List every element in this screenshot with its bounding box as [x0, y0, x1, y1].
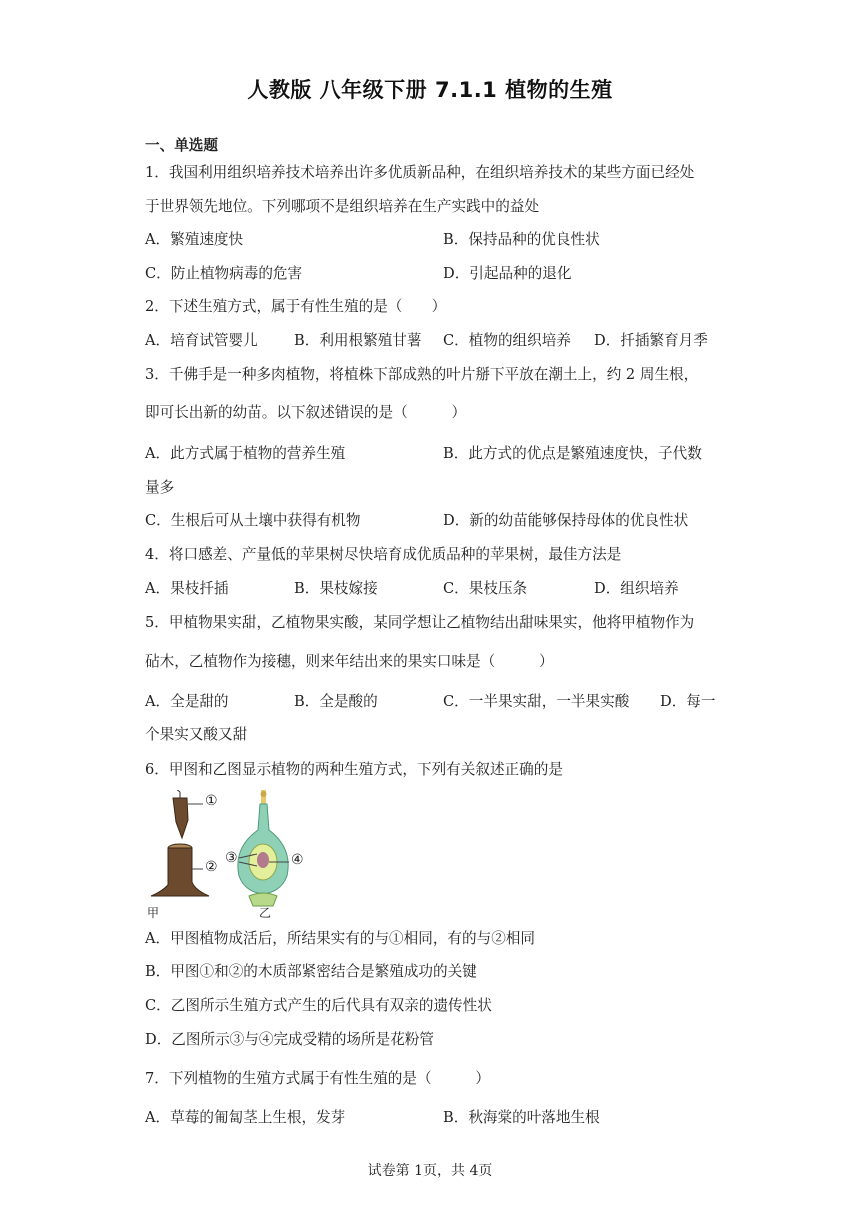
- q1-option-d: D．引起品种的退化: [443, 265, 572, 282]
- q3-option-b-continued: 量多: [145, 479, 175, 496]
- q3-stem-line2: 即可长出新的幼苗。以下叙述错误的是（ ）: [145, 404, 467, 421]
- q4-option-d: D．组织培养: [594, 580, 679, 597]
- q6-option-d: D．乙图所示③与④完成受精的场所是花粉管: [145, 1031, 434, 1048]
- q5-option-a: A．全是甜的: [145, 693, 229, 710]
- q5-option-d: D．每一: [660, 693, 716, 710]
- q5-option-b: B．全是酸的: [294, 693, 378, 710]
- q6-stem: 6．甲图和乙图显示植物的两种生殖方式，下列有关叙述正确的是: [145, 761, 563, 778]
- q2-stem: 2．下述生殖方式，属于有性生殖的是（ ）: [145, 298, 447, 315]
- q3-option-d: D．新的幼苗能够保持母体的优良性状: [443, 512, 689, 529]
- q2-option-b: B．利用根繁殖甘薯: [294, 332, 422, 349]
- scion-drawing: [173, 790, 203, 838]
- q4-stem: 4．将口感差、产量低的苹果树尽快培育成优质品种的苹果树，最佳方法是: [145, 546, 622, 563]
- q3-option-c: C．生根后可从土壤中获得有机物: [145, 512, 361, 529]
- page-title: 人教版 八年级下册 7.1.1 植物的生殖: [247, 78, 613, 102]
- pistil-drawing: [238, 790, 289, 906]
- q5-stem-line2: 砧木，乙植物作为接穗，则来年结出来的果实口味是（ ）: [145, 653, 554, 670]
- q5-stem-line1: 5．甲植物果实甜，乙植物果实酸，某同学想让乙植物结出甜味果实，他将甲植物作为: [145, 614, 695, 631]
- q6-option-a: A．甲图植物成活后，所结果实有的与①相同，有的与②相同: [145, 930, 535, 947]
- section-heading: 一、单选题: [145, 137, 218, 154]
- q6-figure: [143, 790, 323, 920]
- q4-option-a: A．果枝扦插: [145, 580, 229, 597]
- q3-option-a: A．此方式属于植物的营养生殖: [145, 445, 346, 462]
- q1-stem-line2: 于世界领先地位。下列哪项不是组织培养在生产实践中的益处: [145, 198, 540, 215]
- q7-option-b: B．秋海棠的叶落地生根: [443, 1109, 600, 1126]
- q3-stem-line1: 3．千佛手是一种多肉植物，将植株下部成熟的叶片掰下平放在潮土上，约 2 周生根，: [145, 366, 699, 383]
- q1-option-b: B．保持品种的优良性状: [443, 231, 600, 248]
- q7-option-a: A．草莓的匍匐茎上生根，发芽: [145, 1109, 346, 1126]
- figure-label-2: ②: [205, 859, 218, 875]
- q7-stem: 7．下列植物的生殖方式属于有性生殖的是（ ）: [145, 1070, 490, 1087]
- q4-option-b: B．果枝嫁接: [294, 580, 378, 597]
- q5-option-d-continued: 个果实又酸又甜: [145, 726, 248, 743]
- q3-option-b: B．此方式的优点是繁殖速度快，子代数: [443, 445, 702, 462]
- q2-option-c: C．植物的组织培养: [443, 332, 571, 349]
- figure-label-1: ①: [205, 793, 218, 809]
- q6-option-b: B．甲图①和②的木质部紧密结合是繁殖成功的关键: [145, 963, 477, 980]
- q1-stem-line1: 1．我国利用组织培养技术培养出许多优质新品种，在组织培养技术的某些方面已经处: [145, 164, 695, 181]
- figure-label-4: ④: [291, 852, 304, 868]
- q2-option-a: A．培育试管婴儿: [145, 332, 258, 349]
- q5-option-c: C．一半果实甜，一半果实酸: [443, 693, 630, 710]
- q4-option-c: C．果枝压条: [443, 580, 528, 597]
- q2-option-d: D．扦插繁育月季: [594, 332, 708, 349]
- figure-caption-jia: 甲: [147, 906, 160, 920]
- q1-option-c: C．防止植物病毒的危害: [145, 265, 303, 282]
- figure-caption-yi: 乙: [259, 906, 272, 920]
- q6-option-c: C．乙图所示生殖方式产生的后代具有双亲的遗传性状: [145, 997, 492, 1014]
- figure-label-3: ③: [225, 850, 238, 866]
- page-footer: 试卷第 1页，共 4页: [367, 1163, 493, 1179]
- stock-drawing: [151, 844, 209, 896]
- q1-option-a: A．繁殖速度快: [145, 231, 244, 248]
